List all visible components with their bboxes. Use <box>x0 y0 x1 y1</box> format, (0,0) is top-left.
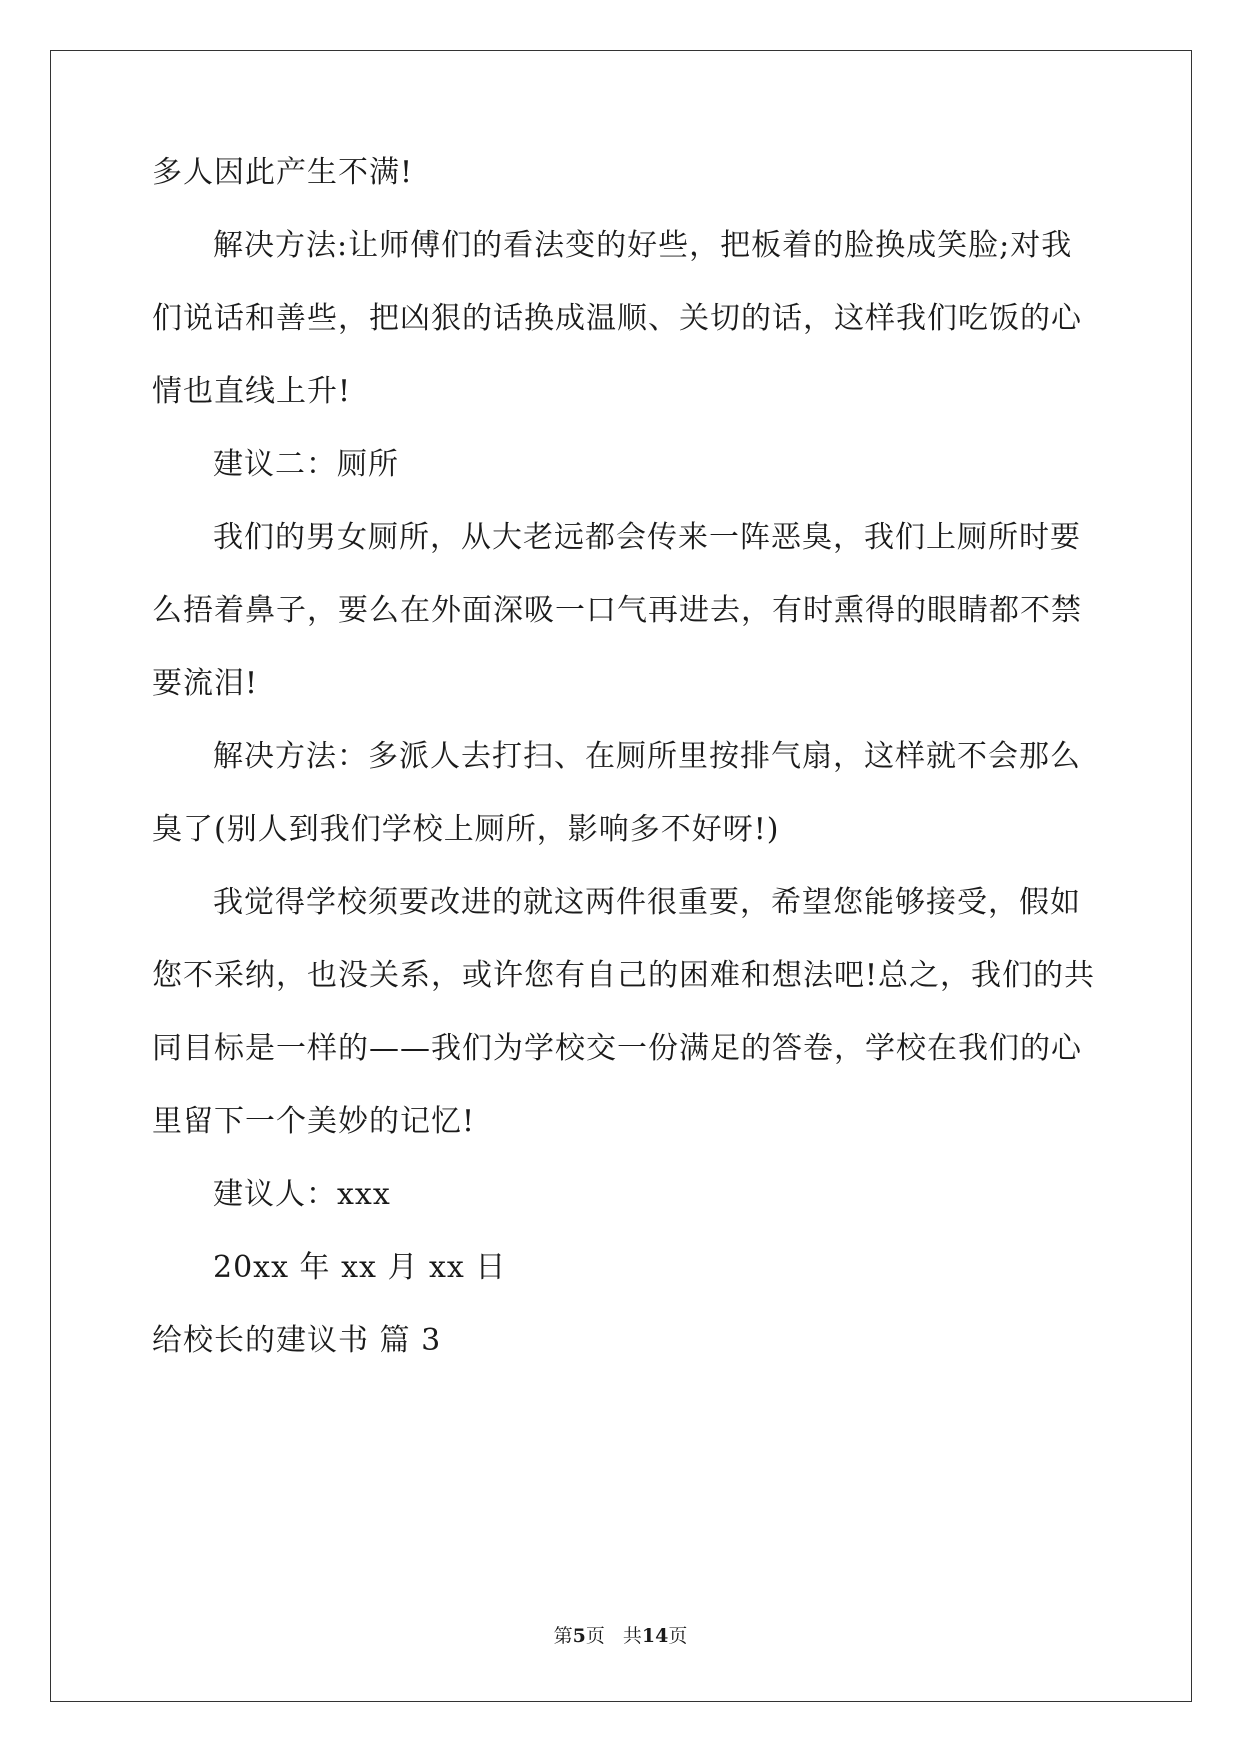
footer-prefix: 第 <box>553 1625 573 1647</box>
body-line: 我们的男女厕所，从大老远都会传来一阵恶臭，我们上厕所时要 <box>213 520 1081 555</box>
body-line: 臭了(别人到我们学校上厕所，影响多不好呀!) <box>152 812 780 847</box>
page-footer <box>0 1624 1241 1648</box>
body-line: 解决方法:让师傅们的看法变的好些，把板着的脸换成笑脸;对我 <box>213 228 1073 263</box>
signature-line: 建议人：xxx <box>213 1177 391 1212</box>
body-line: 们说话和善些，把凶狠的话换成温顺、关切的话，这样我们吃饭的心 <box>152 301 1082 336</box>
section-heading: 建议二：厕所 <box>213 447 399 482</box>
body-line: 同目标是一样的——我们为学校交一份满足的答卷，学校在我们的心 <box>152 1031 1082 1066</box>
body-line: 要流泪! <box>152 666 259 701</box>
page-number: 5 <box>572 1625 586 1647</box>
next-section-title: 给校长的建议书 篇 3 <box>152 1323 442 1358</box>
footer-total-suffix: 页 <box>668 1625 688 1647</box>
body-line: 解决方法：多派人去打扫、在厕所里按排气扇，这样就不会那么 <box>213 739 1081 774</box>
total-pages: 14 <box>641 1625 669 1647</box>
footer-total-prefix: 共 <box>622 1625 642 1647</box>
footer-page-suffix: 页 <box>585 1625 605 1647</box>
body-line: 里留下一个美妙的记忆! <box>152 1104 476 1139</box>
body-line: 您不采纳，也没关系，或许您有自己的困难和想法吧!总之，我们的共 <box>152 958 1096 993</box>
page-border <box>50 50 1192 1702</box>
body-line: 么捂着鼻子，要么在外面深吸一口气再进去，有时熏得的眼睛都不禁 <box>152 593 1082 628</box>
body-line: 我觉得学校须要改进的就这两件很重要，希望您能够接受，假如 <box>213 885 1081 920</box>
body-line: 多人因此产生不满! <box>152 155 414 190</box>
date-line: 20xx 年 xx 月 xx 日 <box>213 1250 507 1285</box>
body-line: 情也直线上升! <box>152 374 352 409</box>
